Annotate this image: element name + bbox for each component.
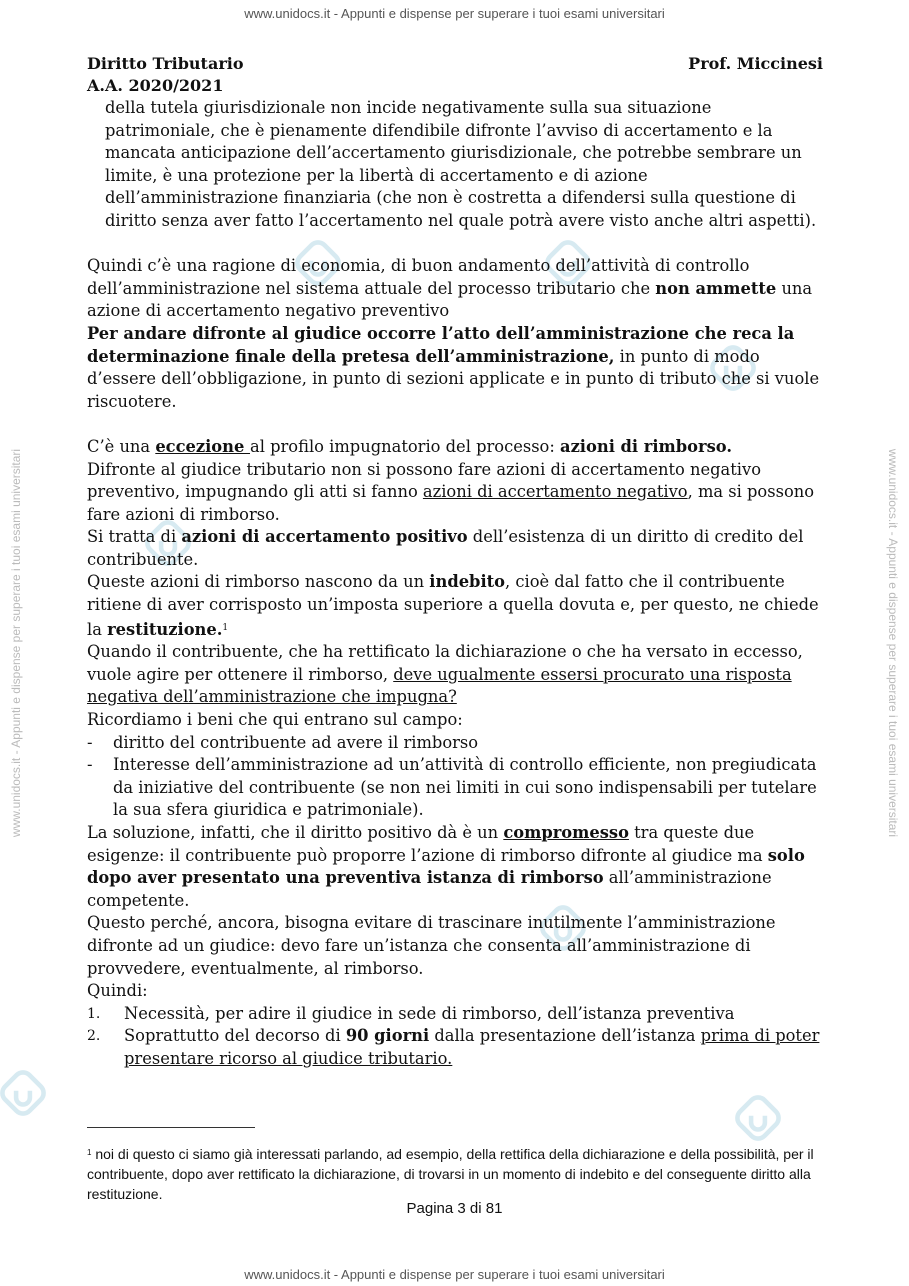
paragraph: Quindi c’è una ragione di economia, di buon andamento dell’attività di controllo dell’amministrazione nel sistema attuale del processo tributario che non ammette una azione di accertamento negativo preventivo [87, 256, 813, 321]
list-item: - diritto del contribuente ad avere il rimborso [87, 732, 823, 755]
watermark-left: www.unidocs.it - Appunti e dispense per superare i tuoi esami universitari [9, 448, 23, 838]
document-body [87, 97, 823, 1071]
paragraph: Si tratta di azioni di accertamento positivo dell’esistenza di un diritto di credito del contribuente. [87, 527, 804, 569]
list-item: 1. Necessità, per adire il giudice in sede di rimborso, dell’istanza preventiva [87, 1003, 735, 1023]
footnote: $^1$ noi di questo ci siamo già interessati parlando, ad esempio, della rettifica della dichiarazione e della possibilità, per il contribuente, dopo aver rettificato la dichiarazione, di trovarsi in un momento di indebito e del conseguente diritto alla restituzione. [87, 1146, 814, 1202]
paragraph: La soluzione, infatti, che il diritto positivo dà è un compromesso tra queste due esigenze: il contribuente può proporre l’azione di rimborso difronte al giudice ma solo dopo aver presentato una preventiva istanza di rimborso all’amministrazione competente. [87, 823, 805, 910]
course-title: Diritto Tributario [87, 54, 244, 73]
unidocs-logo-icon [0, 1070, 46, 1116]
page-header [87, 54, 823, 73]
paragraph: Ricordiamo i beni che qui entrano sul campo: [87, 710, 463, 730]
footnote-divider [87, 1127, 255, 1128]
paragraph: Queste azioni di rimborso nascono da un indebito, cioè dal fatto che il contribuente ritiene di aver corrisposto un’imposta superiore a quella dovuta e, per questo, ne chiede la restituzione.$^1$ [87, 572, 819, 639]
watermark-top: www.unidocs.it - Appunti e dispense per superare i tuoi esami universitari [244, 6, 665, 21]
paragraph: Questo perché, ancora, bisogna evitare di trascinare inutilmente l’amministrazione difronte ad un giudice: devo fare un’istanza che consenta all’amministrazione di provvedere, eventualmente, al rimborso. [87, 913, 776, 978]
professor-name: Prof. Miccinesi [688, 54, 823, 73]
footnote-ref[interactable]: 1 [222, 622, 229, 633]
unidocs-logo-icon [735, 1095, 781, 1141]
page-number: Pagina 3 di 81 [406, 1200, 503, 1217]
paragraph: C’è una eccezione al profilo impugnatorio del processo: azioni di rimborso. [87, 436, 733, 456]
paragraph: Quindi: [87, 981, 148, 1001]
list-item: - Interesse dell’amministrazione ad un’attività di controllo efficiente, non pregiudicata da iniziative del contribuente (se non nei limiti in cui sono indispensabili per tutelare la sua sfera giuridica e patrimoniale). [87, 754, 823, 822]
list-item: 2. Soprattutto del decorso di 90 giorni dalla presentazione dell’istanza prima di poter presentare ricorso al giudice tributario. [87, 1026, 820, 1068]
numbered-list [87, 1003, 823, 1071]
paragraph: Per andare difronte al giudice occorre l’atto dell’amministrazione che reca la determinazione finale della pretesa dell’amministrazione, in punto di modo d’essere dell’obbligazione, in punto di sezioni applicate e in punto di tributo che si vuole riscuotere. [87, 323, 820, 411]
paragraph: della tutela giurisdizionale non incide negativamente sulla sua situazione patrimoniale, che è pienamente difendibile difronte l’avviso di accertamento e la mancata anticipazione dell’accertamento giurisdizionale, che potrebbe sembrare un limite, è una protezione per la libertà di accertamento e di azione dell’amministrazione finanziaria (che non è costretta a difendersi sulla questione di diritto senza aver fatto l’accertamento nel quale potrà avere visto anche altri aspetti). [105, 98, 817, 230]
paragraph: Difronte al giudice tributario non si possono fare azioni di accertamento negativo preventivo, impugnando gli atti si fanno azioni di accertamento negativo, ma si possono fare azioni di rimborso. [87, 459, 815, 524]
dash-list [87, 732, 823, 822]
watermark-right: www.unidocs.it - Appunti e dispense per superare i tuoi esami universitari [886, 448, 900, 838]
watermark-bottom: www.unidocs.it - Appunti e dispense per superare i tuoi esami universitari [244, 1267, 665, 1282]
academic-year: A.A. 2020/2021 [87, 76, 224, 95]
paragraph: Quando il contribuente, che ha rettificato la dichiarazione o che ha versato in eccesso, vuole agire per ottenere il rimborso, deve ugualmente essersi procurato una risposta negativa dell’amministrazione che impugna? [87, 642, 803, 707]
